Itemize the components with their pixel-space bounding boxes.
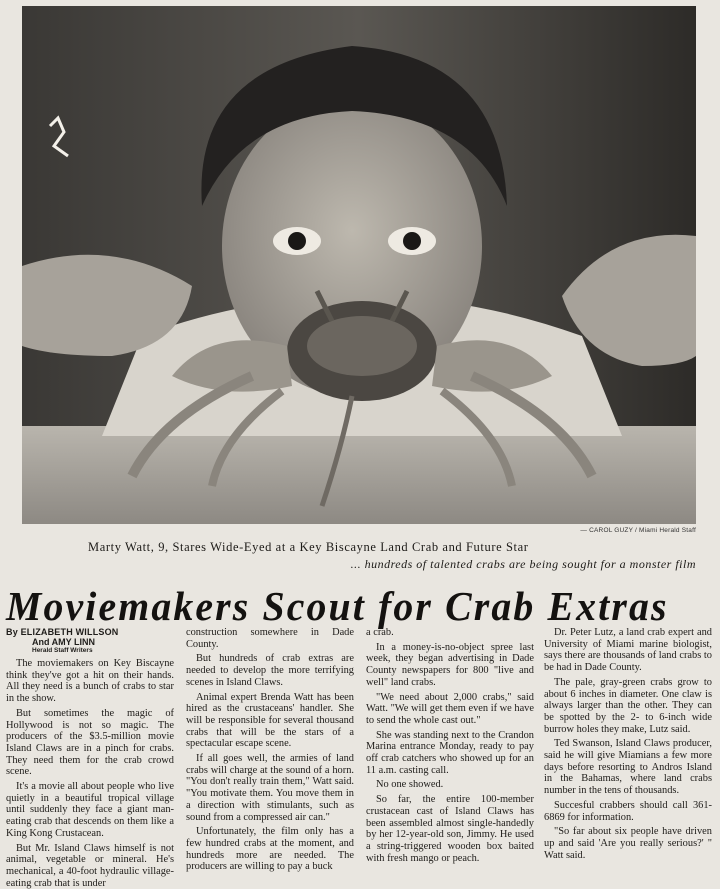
article-headline: Moviemakers Scout for Crab Extras <box>6 583 669 629</box>
article-body <box>6 627 714 889</box>
paragraph: But hundreds of crab extras are needed to develop the more terrifying scenes in Island Claws. <box>186 653 354 688</box>
paragraph: "So far about six people have driven up and said 'Are you really serious?' " Watt said. <box>544 826 712 861</box>
paragraph: No one showed. <box>376 779 444 791</box>
paragraph: Animal expert Brenda Watt has been hired as the crustaceans' handler. She will be responsible for several thousand crabs that will be the stars of a spectacular escape scene. <box>186 691 354 750</box>
paragraph: She was standing next to the Crandon Marina entrance Monday, ready to pay off crab catchers who showed up for an 11 a.m. casting call. <box>366 729 534 776</box>
photo-caption: Marty Watt, 9, Stares Wide-Eyed at a Key Biscayne Land Crab and Future Star <box>88 540 529 554</box>
article-column-4 <box>544 627 712 882</box>
paragraph: construction somewhere in Dade County. <box>186 627 354 650</box>
byline-role: Herald Staff Writers <box>32 647 93 654</box>
paragraph: Succesful crabbers should call 361-6869 for information. <box>544 799 712 823</box>
paragraph: The pale, gray-green crabs grow to about 6 inches in diameter. One claw is always larger than the other. They can be spotted by the 2- to 6-inch wide burrow holes they make, Lutz said. <box>544 676 712 735</box>
paragraph: But sometimes the magic of Hollywood is not so magic. The producers of the $3.5-million movie Island Claws are in a pinch for crabs. They need them for the crab crowd scene. <box>6 707 174 778</box>
paragraph: So far, the entire 100-member crustacean cast of Island Claws has been assembled almost single-handedly by her 12-year-old son, Jimmy. He used a string-triggered wooden box baited with fresh mango or peach. <box>366 794 534 864</box>
article-column-3 <box>366 627 534 882</box>
paragraph: In a money-is-no-object spree last week, they began advertising in Dade County newspapers for 800 "live and well" land crabs. <box>366 641 534 688</box>
paragraph: It's a movie all about people who live quietly in a beautiful tropical village until suddenly they face a giant man-eating crab that descends on them like a King Kong Crustacean. <box>6 781 174 839</box>
byline-author-1: By ELIZABETH WILLSON <box>6 627 119 637</box>
paragraph: a crab. <box>366 627 394 638</box>
paragraph: The moviemakers on Key Biscayne think they've got a hit on their hands. All they need is a bunch of crabs to star in the show. <box>6 658 174 705</box>
article-column-1 <box>6 627 174 889</box>
paragraph: Dr. Peter Lutz, a land crab expert and University of Miami marine biologist, says there are thousands of land crabs to be had in Dade County. <box>544 627 712 674</box>
crab-photo <box>22 6 696 524</box>
paragraph: Unfortunately, the film only has a few hundred crabs at the moment, and hundreds more are needed. The producers are willing to pay a buck <box>186 826 354 873</box>
article-column-2 <box>186 627 354 882</box>
byline-author-2: And AMY LINN <box>32 637 95 647</box>
paragraph: "We need about 2,000 crabs," said Watt. "We will get them even if we have to send the whole cast out." <box>366 691 534 726</box>
paragraph: But Mr. Island Claws himself is not animal, vegetable or mineral. He's mechanical, a 40-foot hydraulic village-eating crab that is under <box>6 842 174 889</box>
photo-subcaption: ... hundreds of talented crabs are being sought for a monster film <box>350 557 696 571</box>
photo-credit: — CAROL GUZY / Miami Herald Staff <box>580 527 696 534</box>
paragraph: Ted Swanson, Island Claws producer, said he will give Miamians a few more days before resorting to Andros Island in the Bahamas, where land crabs number in the tens of thousands. <box>544 738 712 797</box>
paragraph: If all goes well, the armies of land crabs will charge at the sound of a horn. "You don't really train them," Watt said. "You motivate them. You move them in a direction with stimulants, such as sound from a compressed air can." <box>186 753 354 823</box>
